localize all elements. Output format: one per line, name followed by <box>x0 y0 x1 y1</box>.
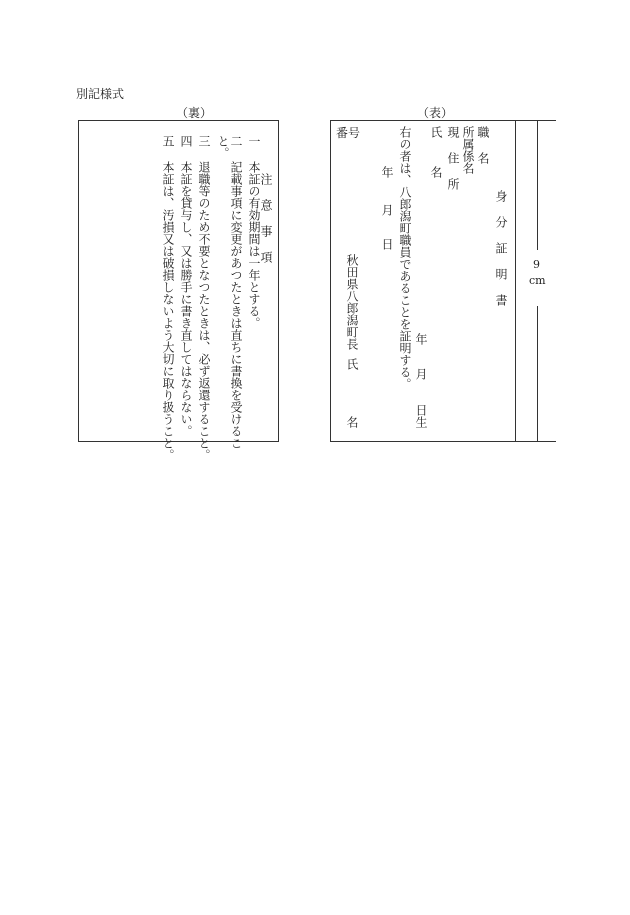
department-label: 所属係名 <box>461 126 475 174</box>
certification-text: 右の者は、八郎潟町職員であることを証明する。 <box>398 126 412 390</box>
dimension-line-bottom <box>537 306 538 441</box>
item-3-text: 退職等のため不要となつたときは、必ず返還すること。 <box>197 161 211 461</box>
item-4-number: 四 <box>179 135 193 147</box>
birth-year-label: 年 <box>414 333 428 345</box>
item-1-text: 本証の有効期間は一年とする。 <box>247 161 261 329</box>
front-top-border <box>330 120 556 121</box>
dimension-value: 9 <box>533 258 540 271</box>
address-label: 現 住 所 <box>446 126 460 190</box>
issuer-surname-label: 氏 <box>345 358 359 370</box>
card-title: 身 分 証 明 書 <box>494 190 508 306</box>
notice-heading: 注 意 事 項 <box>259 173 273 263</box>
item-2-number: 二 <box>229 135 243 147</box>
item-2-continuation: と。 <box>216 135 230 159</box>
birth-day-label: 日生 <box>414 404 428 428</box>
birth-month-label: 月 <box>414 368 428 380</box>
item-3-number: 三 <box>197 135 211 147</box>
front-caption: （表） <box>417 106 454 120</box>
item-4-text: 本証を貸与し、又は勝手に書き直してはならない。 <box>179 161 193 437</box>
front-bottom-border <box>330 441 556 442</box>
issuer-given-name-label: 名 <box>345 416 359 428</box>
job-title-label: 職 名 <box>476 126 490 164</box>
issue-year-label: 年 <box>380 166 394 178</box>
item-5-text: 本証は、汚損又は破損しないよう大切に取り扱うこと。 <box>161 161 175 461</box>
issue-month-label: 月 <box>380 204 394 216</box>
back-caption: （裏） <box>176 106 213 120</box>
dimension-line-top <box>537 120 538 250</box>
item-1-number: 一 <box>247 135 261 147</box>
item-5-number: 五 <box>161 135 175 147</box>
document-title: 別記様式 <box>76 87 125 101</box>
dimension-unit: cm <box>529 274 546 287</box>
front-left-border <box>330 120 331 442</box>
front-inner-right-border <box>515 120 516 442</box>
name-label: 氏 名 <box>429 126 443 185</box>
issue-day-label: 日 <box>380 238 394 250</box>
back-card <box>78 120 279 461</box>
number-label: 番号 <box>336 126 361 140</box>
issuer-title: 秋田県八郎潟町長 <box>345 254 359 350</box>
item-2-text: 記載事項に変更があつたときは直ちに書換を受けるこ <box>229 161 243 449</box>
